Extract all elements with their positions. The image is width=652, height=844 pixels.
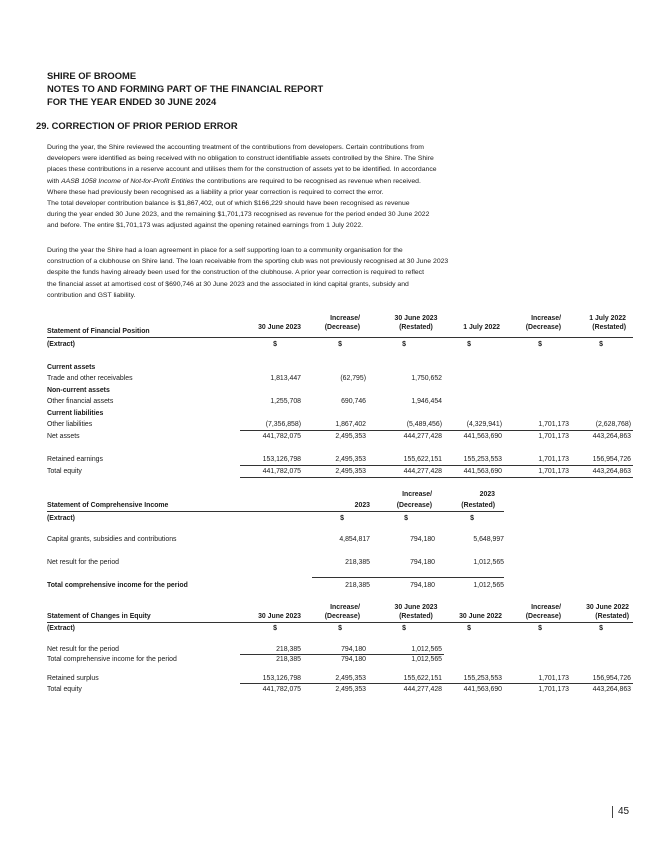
soce-cell: 441,563,690: [463, 686, 502, 693]
soce-col3-header-b: (Restated): [399, 613, 433, 620]
soci-cell: 794,180: [410, 582, 435, 589]
soce-row-label: Retained surplus: [47, 675, 99, 682]
sofp-subtotal-rule: [240, 430, 633, 431]
soce-cell: 1,701,173: [538, 686, 569, 693]
sofp-cell: (2,628,768): [595, 421, 631, 428]
sofp-cell: 2,495,353: [335, 468, 366, 475]
page-number: 45: [618, 806, 630, 817]
report-period: FOR THE YEAR ENDED 30 JUNE 2024: [47, 96, 217, 107]
sofp-cell: 441,563,690: [463, 468, 502, 475]
soce-cell: 153,126,798: [262, 675, 301, 682]
sofp-col3-header-a: 30 June 2023: [394, 315, 438, 322]
sofp-currency: $: [338, 341, 342, 348]
soce-cell: 441,782,075: [262, 686, 301, 693]
sofp-col1-header: 30 June 2023: [258, 324, 301, 331]
soce-col1-header: 30 June 2023: [258, 613, 301, 620]
soce-row-label: Total equity: [47, 686, 82, 693]
report-notes-title: NOTES TO AND FORMING PART OF THE FINANCIAL REPORT: [47, 83, 324, 94]
sofp-cell: 156,954,726: [592, 456, 631, 463]
soci-subtotal-rule: [312, 577, 504, 578]
soci-col3-header-b: (Restated): [461, 502, 495, 509]
soci-currency: $: [470, 515, 474, 522]
sofp-cell: 2,495,353: [335, 456, 366, 463]
sofp-cell: (62,795): [340, 375, 366, 382]
sofp-cell: 1,867,402: [335, 421, 366, 428]
sofp-cell: 444,277,428: [403, 468, 442, 475]
soce-cell: 155,622,151: [403, 675, 442, 682]
soci-row-label: Total comprehensive income for the period: [47, 582, 188, 589]
soce-cell: 443,264,863: [592, 686, 631, 693]
sofp-title: Statement of Financial Position: [47, 328, 150, 335]
sofp-cell: 1,701,173: [538, 421, 569, 428]
sofp-cell: 444,277,428: [403, 433, 442, 440]
soce-col6-header-a: 30 June 2022: [586, 604, 629, 611]
section-title: 29. CORRECTION OF PRIOR PERIOD ERROR: [36, 120, 238, 131]
soci-col3-header-a: 2023: [479, 491, 495, 498]
report-entity: SHIRE OF BROOME: [47, 70, 137, 81]
soce-cell: 1,012,565: [411, 656, 442, 663]
sofp-col6-header-a: 1 July 2022: [589, 315, 626, 322]
soce-col3-header-a: 30 June 2023: [394, 604, 438, 611]
sofp-currency: $: [402, 341, 406, 348]
soce-col5-header-b: (Decrease): [525, 613, 561, 620]
sofp-cell: 1,701,173: [538, 433, 569, 440]
soci-cell: 4,854,817: [339, 536, 370, 543]
soci-cell: 794,180: [410, 536, 435, 543]
sofp-row-label: Current liabilities: [47, 410, 104, 417]
paragraph-loan-receivable: During the year the Shire had a loan agreement in place for a self supporting loan to a community organisation for the construction of a clubhouse on Shire land. The loan receivable from the sporting club was not previously recognised at 30 June 2023 despite the funds having already been used for the construction of the clubhouse. A prior year correction is required to reflect the financial asset at amortised cost of $690,746 at 30 June 2023 and the associated in kind capital grants, subsidy and contribution and GST liability.: [47, 247, 449, 299]
sofp-row-label: Net assets: [47, 433, 80, 440]
sofp-cell: (5,489,456): [406, 421, 442, 428]
soci-extract: (Extract): [47, 515, 75, 522]
sofp-currency: $: [273, 341, 277, 348]
soce-col2-header-a: Increase/: [330, 604, 360, 611]
sofp-cell: 155,253,553: [463, 456, 502, 463]
sofp-row-label: Total equity: [47, 468, 82, 475]
soce-row-label: Total comprehensive income for the period: [47, 656, 177, 663]
paragraph-developer-contributions: During the year, the Shire reviewed the accounting treatment of the contributions from developers. Certain contributions from developers were identified as being received with no obligation to construct identifiable assets controlled by the Shire. The Shire places these contributions in a reserve account and utilises them for the construction of assets yet to be identified. In accordance with AASB 1058 Income of Not-for-Profit Entities the contributions are required to be recognised as revenue when received. Where these had previously been recognised as a liability a prior year correction is required to correct the error. The total developer contribution balance is $1,867,402, out of which $166,229 should have been recognised as revenue during the year ended 30 June 2023, and the remaining $1,701,173 recognised as revenue for the period ended 30 June 2022 and before. The entire $1,701,173 was adjusted against the opening retained earnings from 1 July 2022.: [47, 144, 437, 230]
sofp-cell: 2,495,353: [335, 433, 366, 440]
sofp-subtotal-rule: [240, 465, 633, 466]
soce-cell: 2,495,353: [335, 686, 366, 693]
soci-cell: 5,648,997: [473, 536, 504, 543]
sofp-cell: 443,264,863: [592, 433, 631, 440]
sofp-header-rule: [47, 337, 633, 338]
sofp-cell: 1,255,708: [270, 398, 301, 405]
sofp-row-label: Trade and other receivables: [47, 375, 133, 382]
soce-currency: $: [599, 625, 603, 632]
soce-header-rule: [47, 622, 633, 623]
soce-col2-header-b: (Decrease): [324, 613, 360, 620]
sofp-cell: (4,329,941): [466, 421, 502, 428]
soce-cell: 794,180: [341, 656, 366, 663]
soce-currency: $: [467, 625, 471, 632]
soci-currency: $: [340, 515, 344, 522]
soce-cell: 444,277,428: [403, 686, 442, 693]
soci-header-rule: [47, 511, 504, 512]
sofp-col2-header-b: (Decrease): [324, 324, 360, 331]
soci-cell: 1,012,565: [473, 559, 504, 566]
sofp-currency: $: [467, 341, 471, 348]
soce-row-label: Net result for the period: [47, 646, 120, 653]
sofp-currency: $: [599, 341, 603, 348]
sofp-cell: 441,782,075: [262, 468, 301, 475]
soce-cell: 1,701,173: [538, 675, 569, 682]
soce-extract: (Extract): [47, 625, 75, 632]
soce-title: Statement of Changes in Equity: [47, 613, 151, 620]
soci-row-label: Capital grants, subsidies and contributions: [47, 536, 177, 543]
sofp-extract: (Extract): [47, 341, 75, 348]
sofp-cell: 1,701,173: [538, 468, 569, 475]
soci-col1-header: 2023: [354, 502, 370, 509]
sofp-row-label: Other financial assets: [47, 398, 114, 405]
sofp-cell: 153,126,798: [262, 456, 301, 463]
sofp-cell: 1,946,454: [411, 398, 442, 405]
soce-subtotal-rule: [240, 683, 633, 684]
soci-cell: 1,012,565: [473, 582, 504, 589]
standard-reference: AASB 1058 Income of Not-for-Profit Entities: [61, 177, 194, 185]
soci-currency: $: [404, 515, 408, 522]
sofp-cell: 690,746: [341, 398, 366, 405]
sofp-row-label: Non-current assets: [47, 387, 110, 394]
soce-col6-header-b: (Restated): [595, 613, 629, 620]
sofp-cell: 1,813,447: [270, 375, 301, 382]
soce-cell: 218,385: [276, 646, 301, 653]
soce-cell: 1,012,565: [411, 646, 442, 653]
soce-col5-header-a: Increase/: [531, 604, 561, 611]
soce-currency: $: [538, 625, 542, 632]
sofp-row-label: Other liabilities: [47, 421, 93, 428]
sofp-col4-header: 1 July 2022: [463, 324, 500, 331]
sofp-total-rule: [240, 477, 633, 478]
soce-currency: $: [402, 625, 406, 632]
soci-col2-header-a: Increase/: [402, 491, 432, 498]
sofp-cell: 1,750,652: [411, 375, 442, 382]
sofp-col3-header-b: (Restated): [399, 324, 433, 331]
soci-cell: 794,180: [410, 559, 435, 566]
soci-cell: 218,385: [345, 559, 370, 566]
sofp-cell: 441,782,075: [262, 433, 301, 440]
soce-currency: $: [338, 625, 342, 632]
soci-row-label: Net result for the period: [47, 559, 120, 566]
sofp-col5-header-b: (Decrease): [525, 324, 561, 331]
soci-cell: 218,385: [345, 582, 370, 589]
soce-col4-header: 30 June 2022: [459, 613, 502, 620]
sofp-cell: 443,264,863: [592, 468, 631, 475]
soce-currency: $: [273, 625, 277, 632]
soci-title: Statement of Comprehensive Income: [47, 502, 169, 509]
sofp-col2-header-a: Increase/: [330, 315, 360, 322]
sofp-cell: (7,356,858): [265, 421, 301, 428]
soce-cell: 156,954,726: [592, 675, 631, 682]
soce-cell: 794,180: [341, 646, 366, 653]
sofp-row-label: Retained earnings: [47, 456, 103, 463]
sofp-col5-header-a: Increase/: [531, 315, 561, 322]
sofp-cell: 441,563,690: [463, 433, 502, 440]
soci-col2-header-b: (Decrease): [396, 502, 432, 509]
page-number-divider: [612, 806, 613, 818]
sofp-row-label: Current assets: [47, 364, 96, 371]
soce-cell: 2,495,353: [335, 675, 366, 682]
sofp-cell: 1,701,173: [538, 456, 569, 463]
sofp-currency: $: [538, 341, 542, 348]
sofp-col6-header-b: (Restated): [592, 324, 626, 331]
soce-cell: 218,385: [276, 656, 301, 663]
soce-cell: 155,253,553: [463, 675, 502, 682]
sofp-cell: 155,622,151: [403, 456, 442, 463]
